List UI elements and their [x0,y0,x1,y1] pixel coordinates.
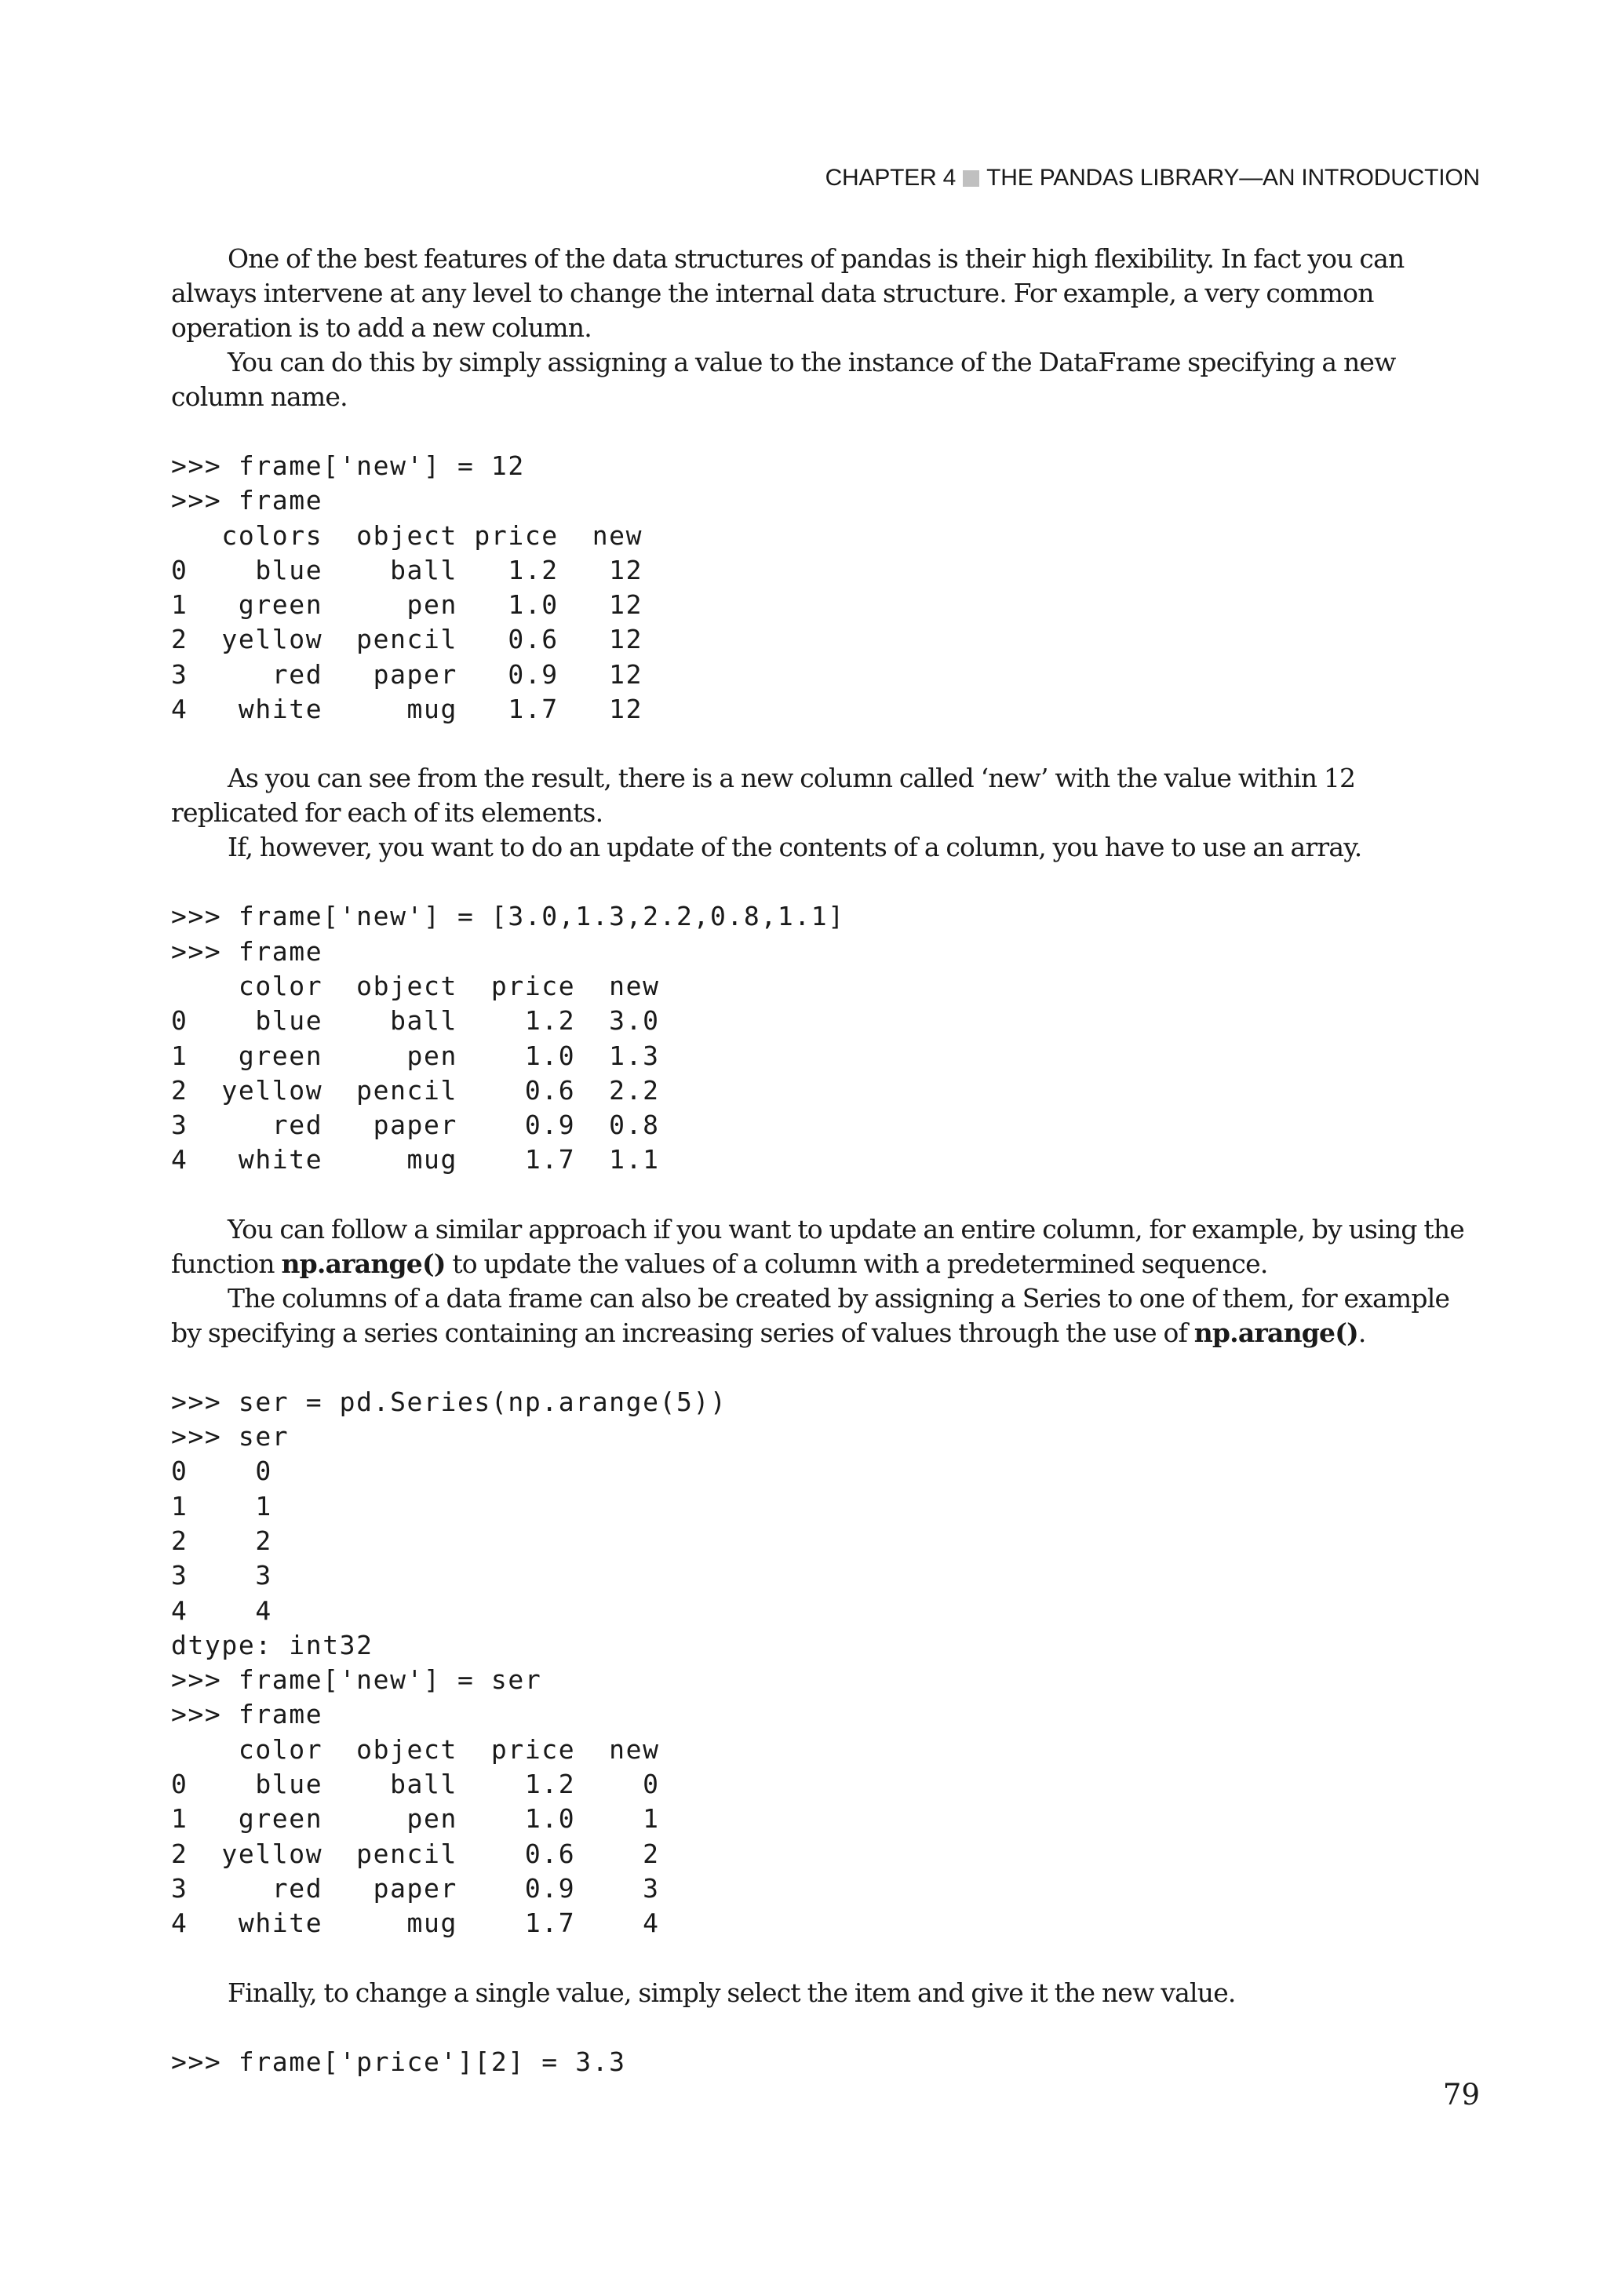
paragraph-arange-text-a: You can follow a similar approach if you want to update an entire column, for example, by using the function [171,1213,1465,1279]
paragraph-series-column [171,1281,1480,1350]
paragraph-single-value: Finally, to change a single value, simply select the item and give it the new value. [228,1977,1236,2008]
page-body [171,242,1480,2114]
code-block-series: >>> ser = pd.Series(np.arange(5)) >>> ser 0 0 1 1 2 2 3 3 4 4 dtype: int32 >>> frame['new'] = ser >>> frame color object price new 0 blue ball 1.2 0 1 green pen 1.0 1 2 yellow pencil 0.6 2 3 red paper 0.9 3 4 white mug 1.7 4 [171,1386,727,1939]
code-block-single-value: >>> frame['price'][2] = 3.3 [171,2046,626,2077]
paragraph-flexibility: One of the best features of the data structures of pandas is their high flexibility. In fact you can always intervene at any level to change the internal data structure. For example, a very common operation is to add a new column. [171,243,1405,343]
chapter-label: CHAPTER 4 [825,165,957,191]
paragraph-arange-text-c: to update the values of a column with a predetermined sequence. [445,1248,1268,1279]
paragraph-arange [171,1212,1480,1281]
code-block-new-column: >>> frame['new'] = 12 >>> frame colors object price new 0 blue ball 1.2 12 1 green pen 1.0 12 2 yellow pencil 0.6 12 3 red paper 0.9 12 4 white mug 1.7 12 [171,450,643,725]
paragraph-update-array: If, however, you want to do an update of the contents of a column, you have to use an array. [228,832,1362,863]
paragraph-series-text-a: The columns of a data frame can also be created by assigning a Series to one of them, for example by specifying a series containing an increasing series of values through the use of [171,1282,1450,1348]
function-np-arange-2: np.arange() [1193,1317,1358,1348]
page-number: 79 [1442,2078,1480,2112]
chapter-title: THE PANDAS LIBRARY—AN INTRODUCTION [986,165,1480,191]
paragraph-result: As you can see from the result, there is a new column called ‘new’ with the value within 12 replicated for each of its elements. [171,763,1356,829]
paragraph-series-text-c: . [1357,1317,1366,1348]
function-np-arange: np.arange() [281,1248,446,1279]
running-header [825,165,1480,191]
header-separator-square [963,170,979,187]
paragraph-assign-column: You can do this by simply assigning a value to the instance of the DataFrame specifying a new column name. [171,347,1396,412]
code-block-update-array: >>> frame['new'] = [3.0,1.3,2.2,0.8,1.1] >>> frame color object price new 0 blue ball 1.2 3.0 1 green pen 1.0 1.3 2 yellow pencil 0.6 2.2 3 red paper 0.9 0.8 4 white mug 1.7 1.1 [171,901,845,1175]
